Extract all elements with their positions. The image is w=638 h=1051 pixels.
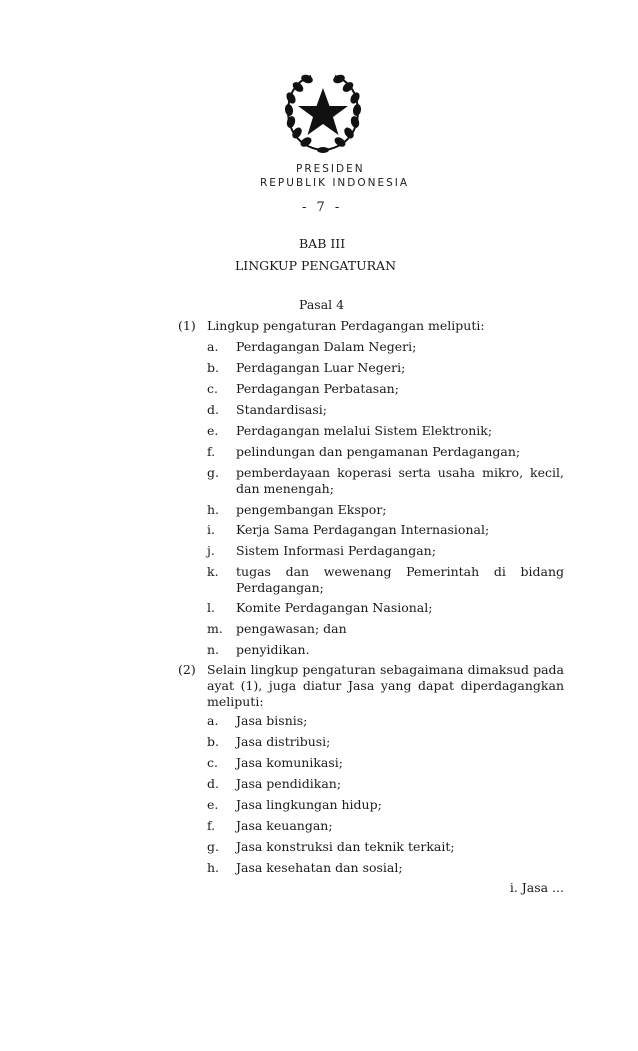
list-text: Sistem Informasi Perdagangan; xyxy=(236,543,436,558)
list-text: pengawasan; dan xyxy=(236,621,347,636)
list-letter: e. xyxy=(207,797,219,812)
list-text: penyidikan. xyxy=(236,642,310,657)
list-text: Kerja Sama Perdagangan Internasional; xyxy=(236,522,490,537)
list-letter: g. xyxy=(207,465,219,480)
article-heading: Pasal 4 xyxy=(299,297,345,312)
list-letter: m. xyxy=(207,621,223,636)
list-letter: b. xyxy=(207,734,219,749)
list-text: tugas dan wewenang Pemerintah di bidang Perdagangan; xyxy=(236,564,564,595)
list-letter: c. xyxy=(207,755,218,770)
page-number: - 7 - xyxy=(302,200,343,215)
list-letter: l. xyxy=(207,600,215,615)
list-text: Jasa komunikasi; xyxy=(236,755,344,770)
list-text: Perdagangan Perbatasan; xyxy=(236,381,399,396)
list-text: Jasa distribusi; xyxy=(236,734,331,749)
list-text: pemberdayaan koperasi serta usaha mikro, kecil, dan menengah; xyxy=(236,465,564,496)
list-letter: e. xyxy=(207,423,219,438)
header-republik-indonesia: REPUBLIK INDONESIA xyxy=(260,177,410,189)
list-letter: i. xyxy=(207,522,215,537)
continuation-reference: i. Jasa ... xyxy=(509,880,564,895)
list-letter: j. xyxy=(207,543,215,558)
list-text: Jasa bisnis; xyxy=(236,713,308,728)
list-letter: h. xyxy=(207,502,220,517)
header-presiden: PRESIDEN xyxy=(296,163,365,175)
list-text: Perdagangan Dalam Negeri; xyxy=(236,339,417,354)
list-text: Perdagangan Luar Negeri; xyxy=(236,360,406,375)
paragraph-text: Selain lingkup pengaturan sebagaimana dimaksud pada ayat (1), juga diatur Jasa yang dapat diperdagangkan meliputi: xyxy=(207,662,564,709)
list-letter: d. xyxy=(207,776,219,791)
list-text: Perdagangan melalui Sistem Elektronik; xyxy=(236,423,493,438)
list-letter: g. xyxy=(207,839,219,854)
list-letter: d. xyxy=(207,402,219,417)
list-text: pelindungan dan pengamanan Perdagangan; xyxy=(236,444,521,459)
list-letter: h. xyxy=(207,860,220,875)
list-text: Jasa pendidikan; xyxy=(236,776,342,791)
list-letter: k. xyxy=(207,564,219,579)
paragraph-text: Lingkup pengaturan Perdagangan meliputi: xyxy=(207,318,485,333)
list-text: Jasa keuangan; xyxy=(236,818,333,833)
list-letter: f. xyxy=(207,818,216,833)
list-text: Standardisasi; xyxy=(236,402,328,417)
list-text: Jasa kesehatan dan sosial; xyxy=(236,860,403,875)
chapter-title: LINGKUP PENGATURAN xyxy=(235,258,397,273)
list-text: pengembangan Ekspor; xyxy=(236,502,387,517)
list-text: Jasa konstruksi dan teknik terkait; xyxy=(236,839,455,854)
list-letter: f. xyxy=(207,444,216,459)
list-letter: a. xyxy=(207,713,219,728)
paragraph-number: (1) xyxy=(178,318,196,333)
list-text: Komite Perdagangan Nasional; xyxy=(236,600,433,615)
list-letter: c. xyxy=(207,381,218,396)
chapter-number: BAB III xyxy=(299,236,346,251)
list-text: Jasa lingkungan hidup; xyxy=(236,797,382,812)
paragraph-number: (2) xyxy=(178,662,196,677)
list-letter: b. xyxy=(207,360,219,375)
presidential-emblem xyxy=(281,70,365,156)
list-letter: a. xyxy=(207,339,219,354)
list-letter: n. xyxy=(207,642,220,657)
